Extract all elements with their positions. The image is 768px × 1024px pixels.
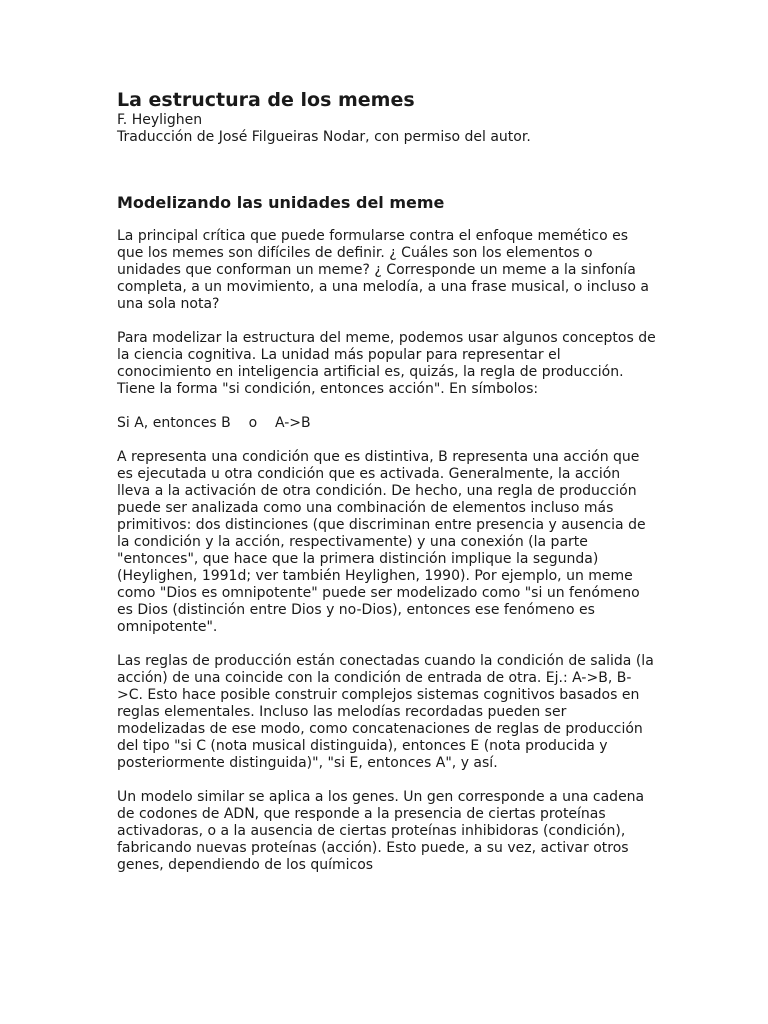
paragraph-3: A representa una condición que es distintiva, B representa una acción que es ejecutada u otra condición que es activada. Generalmente, la acción lleva a la activación de otra condición. De hecho, una regla de producción puede ser analizada como una combinación de elementos incluso más primitivos: dos distinciones (que discriminan entre presencia y ausencia de la condición y la acción, respectivamente) y una conexión (la parte "entonces", que hace que la primera distinción implique la segunda) (Heylighen, 1991d; ver también Heylighen, 1990). Por ejemplo, un meme como "Dios es omnipotente" puede ser modelizado como "si un fenómeno es Dios (distinción entre Dios y no-Dios), entonces ese fenómeno es omnipotente". bbox=[117, 449, 646, 635]
paragraph-2: Para modelizar la estructura del meme, podemos usar algunos conceptos de la ciencia cognitiva. La unidad más popular para representar el conocimiento en inteligencia artificial es, quizás, la regla de producción. Tiene la forma "si condición, entonces acción". En símbolos: bbox=[117, 330, 656, 397]
translation-credit: Traducción de José Filgueiras Nodar, con permiso del autor. bbox=[117, 129, 531, 145]
paragraph-5: Un modelo similar se aplica a los genes. Un gen corresponde a una cadena de codones de ADN, que responde a la presencia de ciertas proteínas activadoras, o a la ausencia de ciertas proteínas inhibidoras (condición), fabricando nuevas proteínas (acción). Esto puede, a su vez, activar otros genes, dependiendo de los químicos bbox=[117, 789, 645, 873]
document-page bbox=[117, 88, 657, 874]
section-title: Modelizando las unidades del meme bbox=[117, 193, 445, 212]
document-title: La estructura de los memes bbox=[117, 89, 415, 111]
paragraph-1: La principal crítica que puede formularse contra el enfoque memético es que los memes son difíciles de definir. ¿ Cuáles son los elementos o unidades que conforman un meme? ¿ Corresponde un meme a la sinfonía completa, a un movimiento, a una melodía, a una frase musical, o incluso a una sola nota? bbox=[117, 228, 649, 312]
paragraph-4: Las reglas de producción están conectadas cuando la condición de salida (la acción) de una coincide con la condición de entrada de otra. Ej.: A->B, B->C. Esto hace posible construir complejos sistemas cognitivos basados en reglas elementales. Incluso las melodías recordadas pueden ser modelizadas de ese modo, como concatenaciones de reglas de producción del tipo "si C (nota musical distinguida), entonces E (nota producida y posteriormente distinguida)", "si E, entonces A", y así. bbox=[117, 653, 654, 771]
production-rule-formula: Si A, entonces B o A->B bbox=[117, 415, 311, 431]
author-line: F. Heylighen bbox=[117, 112, 203, 128]
